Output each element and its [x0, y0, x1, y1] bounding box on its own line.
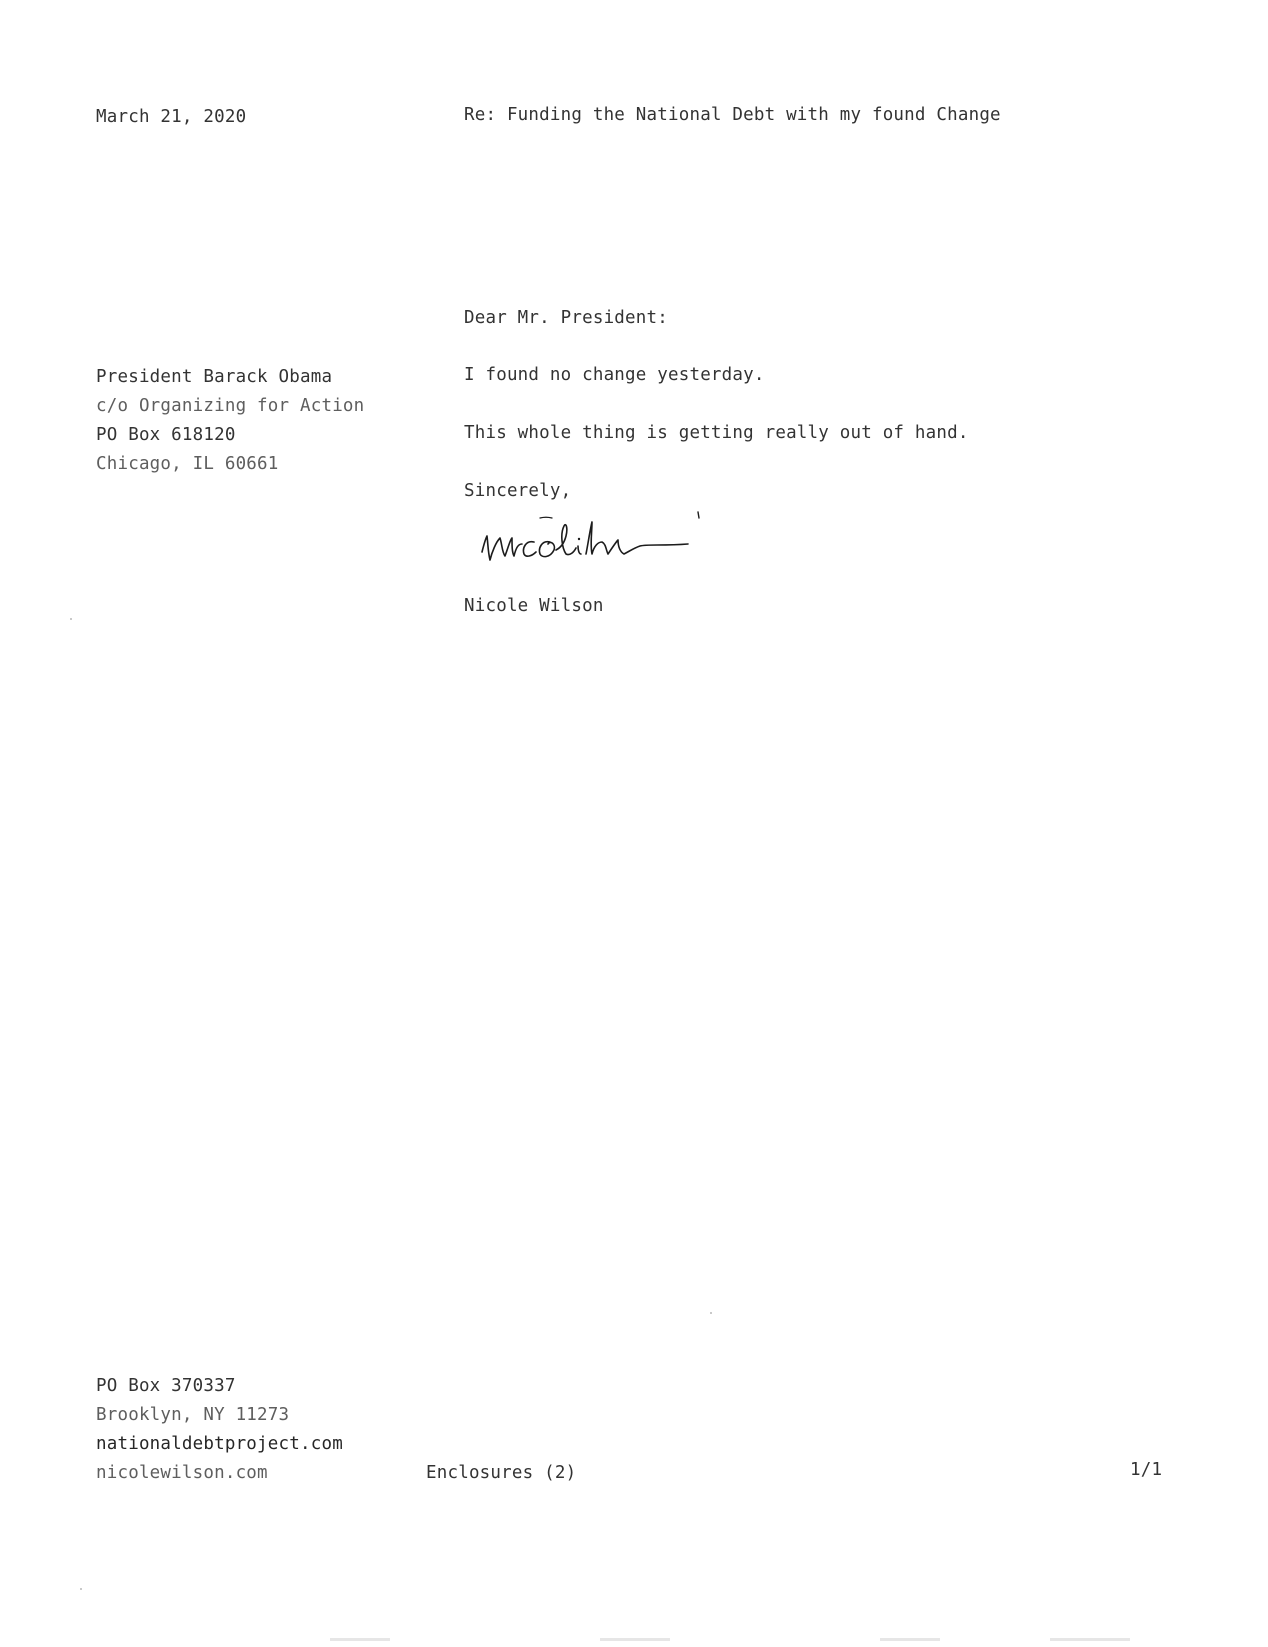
letter-date: March 21, 2020	[96, 107, 247, 127]
recipient-care-of: c/o Organizing for Action	[96, 396, 365, 416]
scan-speck	[70, 618, 72, 620]
recipient-po-box: PO Box 618120	[96, 425, 236, 445]
salutation: Dear Mr. President:	[464, 308, 668, 328]
scan-speck	[80, 1588, 82, 1590]
body-paragraph-1: I found no change yesterday.	[464, 365, 765, 385]
scan-edge-mark	[600, 1638, 670, 1641]
enclosures-note: Enclosures (2)	[426, 1463, 577, 1483]
scan-edge-mark	[1050, 1638, 1130, 1641]
signer-name: Nicole Wilson	[464, 596, 604, 616]
closing: Sincerely,	[464, 481, 572, 501]
footer-website-link[interactable]: nationaldebtproject.com	[96, 1434, 343, 1454]
footer-po-box: PO Box 370337	[96, 1376, 236, 1396]
scan-edge-mark	[880, 1638, 940, 1641]
recipient-city: Chicago, IL 60661	[96, 454, 279, 474]
recipient-name: President Barack Obama	[96, 367, 333, 387]
letter-subject: Re: Funding the National Debt with my found Change	[464, 105, 1001, 125]
handwritten-signature	[478, 508, 718, 576]
footer-website-link-2[interactable]: nicolewilson.com	[96, 1463, 268, 1483]
page-number: 1/1	[1130, 1460, 1163, 1480]
body-paragraph-2: This whole thing is getting really out of hand.	[464, 423, 969, 443]
scan-edge-mark	[330, 1638, 390, 1641]
scan-speck	[710, 1312, 712, 1314]
footer-city: Brooklyn, NY 11273	[96, 1405, 290, 1425]
